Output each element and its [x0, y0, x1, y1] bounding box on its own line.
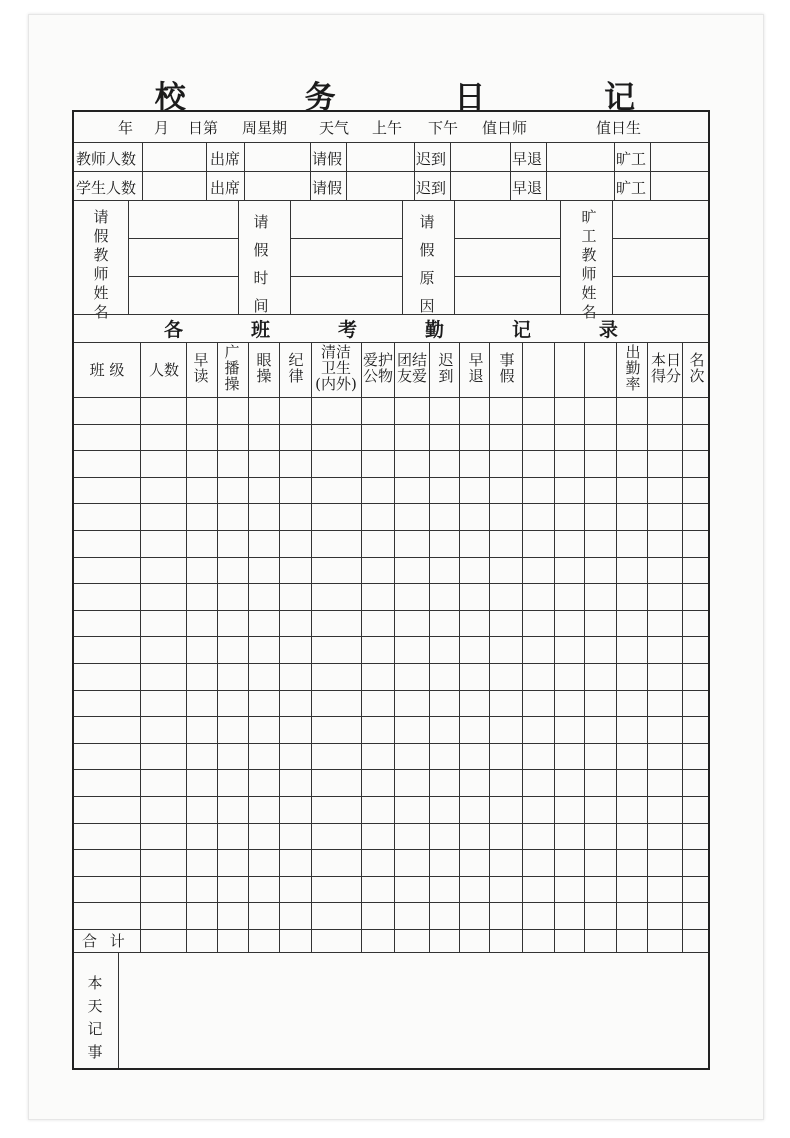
cell-divider — [310, 142, 311, 200]
cell-divider — [546, 142, 547, 200]
leave-row-line — [290, 276, 402, 277]
leave-row-line — [128, 276, 238, 277]
teacher-early-leave-label: 早退 — [512, 150, 543, 168]
cell-divider — [128, 200, 129, 314]
daily-notes-area[interactable] — [120, 956, 706, 1066]
attendance-title-char: 各 — [164, 318, 184, 341]
leave-row-line — [454, 276, 560, 277]
attendance-title-char: 录 — [598, 318, 618, 341]
column-eye-exercise: 眼操 — [256, 351, 272, 385]
notes-divider — [118, 952, 119, 1068]
table-row-line — [74, 876, 708, 877]
day-label: 日第 — [188, 119, 219, 137]
column-late: 迟到 — [438, 351, 454, 385]
table-row-line — [74, 823, 708, 824]
leave-row-line — [128, 238, 238, 239]
cell-divider — [244, 142, 245, 200]
attendance-title-char: 考 — [337, 318, 357, 341]
absent-teacher-name-label: 旷工教师姓名 — [581, 208, 597, 321]
cell-divider — [290, 200, 291, 314]
column-line — [616, 342, 617, 952]
column-line — [248, 342, 249, 952]
column-cleaning-line3: (内外) — [315, 375, 357, 393]
student-count-label: 学生人数 — [76, 179, 137, 197]
column-cleaning-line2: 卫生 — [320, 359, 351, 377]
column-line — [140, 342, 141, 952]
column-rank: 名次 — [689, 351, 705, 385]
column-line — [584, 342, 585, 952]
column-line — [361, 342, 362, 952]
cell-divider — [614, 142, 615, 200]
column-broadcast-exercise: 广播操 — [224, 343, 240, 393]
year-label: 年 — [118, 119, 134, 137]
column-line — [217, 342, 218, 952]
table-row-line — [74, 636, 708, 637]
column-unity-line2: 友爱 — [396, 367, 427, 385]
page-title: 校 务 日 记 — [154, 80, 690, 116]
column-line — [186, 342, 187, 952]
cell-divider — [450, 142, 451, 200]
teacher-late-label: 迟到 — [416, 150, 447, 168]
week-label: 周星期 — [242, 119, 288, 137]
table-row-line — [74, 610, 708, 611]
student-absent-label: 旷工 — [616, 179, 647, 197]
student-early-leave-label: 早退 — [512, 179, 543, 197]
total-label: 合 计 — [82, 932, 129, 950]
teacher-leave-label: 请假 — [312, 150, 343, 168]
leave-time-label: 请假时间 — [253, 213, 269, 315]
column-discipline: 纪律 — [288, 351, 304, 385]
daily-notes-label: 本天记事 — [87, 974, 103, 1061]
student-late-label: 迟到 — [416, 179, 447, 197]
teacher-count-label: 教师人数 — [76, 150, 137, 168]
row-divider — [74, 171, 708, 172]
attendance-title-char: 勤 — [424, 318, 444, 341]
column-line — [489, 342, 490, 952]
cell-divider — [454, 200, 455, 314]
table-row-line — [74, 424, 708, 425]
table-row-line — [74, 716, 708, 717]
column-early-leave: 早退 — [468, 351, 484, 385]
leave-row-line — [612, 238, 708, 239]
cell-divider — [650, 142, 651, 200]
table-row-line — [74, 477, 708, 478]
table-row-line — [74, 450, 708, 451]
attendance-title-char: 记 — [511, 318, 531, 341]
cell-divider — [402, 200, 403, 314]
teacher-present-label: 出席 — [210, 150, 241, 168]
column-line — [429, 342, 430, 952]
school-daily-log-form — [72, 110, 710, 1070]
weather-label: 天气 — [319, 119, 350, 137]
table-row-line — [74, 796, 708, 797]
teacher-absent-label: 旷工 — [616, 150, 647, 168]
column-line — [682, 342, 683, 952]
column-class: 班 级 — [89, 361, 125, 379]
row-divider — [74, 952, 708, 953]
cell-divider — [142, 142, 143, 200]
student-on-duty-label: 值日生 — [596, 119, 642, 137]
table-row-line — [74, 902, 708, 903]
row-divider — [74, 397, 708, 398]
column-morning-read: 早读 — [193, 351, 209, 385]
table-row-line — [74, 769, 708, 770]
cell-divider — [612, 200, 613, 314]
cell-divider — [238, 200, 239, 314]
cell-divider — [206, 142, 207, 200]
table-row-line — [74, 849, 708, 850]
column-line — [279, 342, 280, 952]
table-row-line — [74, 663, 708, 664]
column-line — [554, 342, 555, 952]
table-row-line — [74, 743, 708, 744]
column-care-public-line2: 公物 — [362, 367, 393, 385]
teacher-on-duty-label: 值日师 — [482, 119, 528, 137]
table-row-line — [74, 530, 708, 531]
attendance-title-char: 班 — [250, 318, 270, 341]
column-personal-leave: 事假 — [499, 351, 515, 385]
column-unity-line1: 团结 — [396, 351, 427, 369]
table-row-line — [74, 690, 708, 691]
student-leave-label: 请假 — [312, 179, 343, 197]
table-row-line — [74, 503, 708, 504]
month-label: 月 — [154, 119, 170, 137]
row-divider — [74, 342, 708, 343]
cell-divider — [346, 142, 347, 200]
row-divider — [74, 142, 708, 143]
cell-divider — [510, 142, 511, 200]
table-row-line — [74, 583, 708, 584]
leave-row-line — [612, 276, 708, 277]
leave-reason-label: 请假原因 — [419, 213, 435, 315]
column-line — [394, 342, 395, 952]
column-care-public-line1: 爱护 — [362, 351, 393, 369]
column-count: 人数 — [148, 361, 179, 379]
column-line — [647, 342, 648, 952]
row-divider — [74, 314, 708, 315]
column-attendance-rate: 出勤率 — [625, 343, 641, 393]
column-line — [311, 342, 312, 952]
column-daily-score: 本日得分 — [650, 351, 681, 385]
column-line — [459, 342, 460, 952]
table-row-line — [74, 557, 708, 558]
leave-row-line — [454, 238, 560, 239]
column-cleaning-line1: 清洁 — [320, 343, 351, 361]
leave-row-line — [290, 238, 402, 239]
student-present-label: 出席 — [210, 179, 241, 197]
am-label: 上午 — [372, 119, 403, 137]
leave-teacher-name-label: 请假教师姓名 — [93, 208, 109, 321]
pm-label: 下午 — [428, 119, 459, 137]
cell-divider — [560, 200, 561, 314]
attendance-record-title — [74, 314, 708, 342]
cell-divider — [414, 142, 415, 200]
table-row-line — [74, 929, 708, 930]
column-line — [522, 342, 523, 952]
